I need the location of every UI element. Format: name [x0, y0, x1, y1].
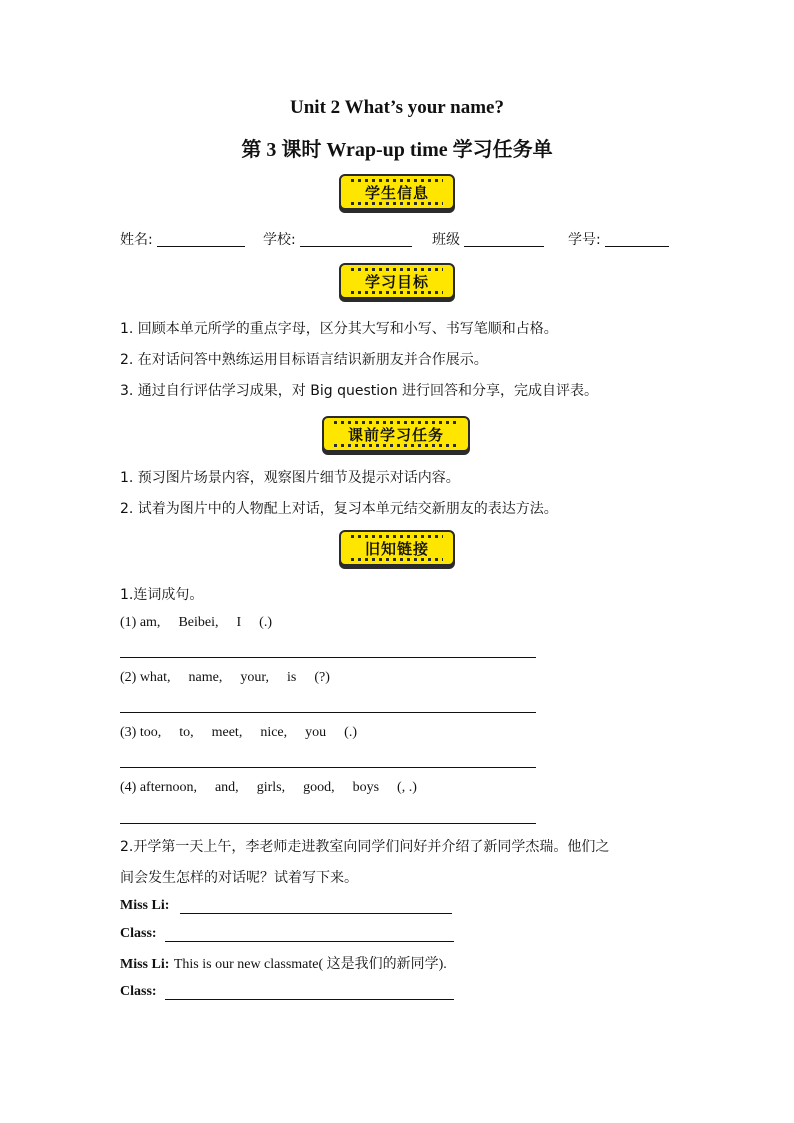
school-blank[interactable]	[300, 230, 412, 247]
exercise1-heading: 1.连词成句。	[120, 587, 204, 603]
pre-task-item: 2. 试着为图片中的人物配上对话，复习本单元结交新朋友的表达方法。	[120, 501, 558, 517]
exercise2-prompt-line2: 间会发生怎样的对话呢？试着写下来。	[120, 870, 358, 886]
answer-line-1[interactable]	[120, 657, 536, 658]
name-blank[interactable]	[157, 230, 245, 247]
answer-line-3[interactable]	[120, 767, 536, 768]
school-field	[263, 229, 412, 249]
answer-line-2[interactable]	[120, 712, 536, 713]
class-blank[interactable]	[464, 230, 544, 247]
exercise1-question-2: (2) what, name, your, is (?)	[120, 670, 330, 685]
goal-item: 1. 回顾本单元所学的重点字母，区分其大写和小写、书写笔顺和占格。	[120, 321, 558, 337]
number-blank[interactable]	[605, 230, 669, 247]
dialog-line-class-1	[120, 925, 157, 942]
dialog-blank[interactable]	[165, 941, 454, 942]
class-field	[432, 229, 544, 249]
dialog-blank[interactable]	[180, 913, 452, 914]
goal-item: 2. 在对话问答中熟练运用目标语言结识新朋友并合作展示。	[120, 352, 488, 368]
number-label: 学号:	[568, 232, 601, 248]
name-label: 姓名:	[120, 232, 153, 248]
answer-line-4[interactable]	[120, 823, 536, 824]
dialog-blank[interactable]	[165, 999, 454, 1000]
number-field	[568, 229, 669, 249]
exercise1-question-4: (4) afternoon, and, girls, good, boys (, .)	[120, 780, 417, 795]
class-label: 班级	[432, 232, 460, 248]
page-title: Unit 2 What’s your name?	[290, 97, 504, 118]
given-dialog-text: This is our new classmate( 这是我们的新同学).	[173, 957, 447, 972]
speaker-teacher: Miss Li:	[120, 898, 170, 913]
dialog-line-class-2	[120, 983, 157, 1000]
exercise2-prompt-line1: 2.开学第一天上午，李老师走进教室向同学们问好并介绍了新同学杰瑞。他们之	[120, 839, 610, 855]
school-label: 学校:	[263, 232, 296, 248]
section-badge-goals: 学习目标	[339, 263, 455, 299]
goal-item: 3. 通过自行评估学习成果，对 Big question 进行回答和分享，完成自评表。	[120, 383, 599, 399]
name-field	[120, 229, 245, 249]
dialog-line-teacher-1	[120, 897, 169, 914]
speaker-teacher: Miss Li:	[120, 957, 170, 972]
dialog-line-teacher-2	[120, 953, 447, 973]
section-badge-student-info: 学生信息	[339, 174, 455, 210]
section-badge-review: 旧知链接	[339, 530, 455, 566]
speaker-class: Class:	[120, 926, 157, 941]
exercise1-question-3: (3) too, to, meet, nice, you (.)	[120, 725, 357, 740]
pre-task-item: 1. 预习图片场景内容，观察图片细节及提示对话内容。	[120, 470, 460, 486]
speaker-class: Class:	[120, 984, 157, 999]
exercise1-question-1: (1) am, Beibei, I (.)	[120, 615, 272, 630]
page-subtitle: 第 3 课时 Wrap-up time 学习任务单	[241, 139, 553, 161]
section-badge-pre-tasks: 课前学习任务	[322, 416, 470, 452]
